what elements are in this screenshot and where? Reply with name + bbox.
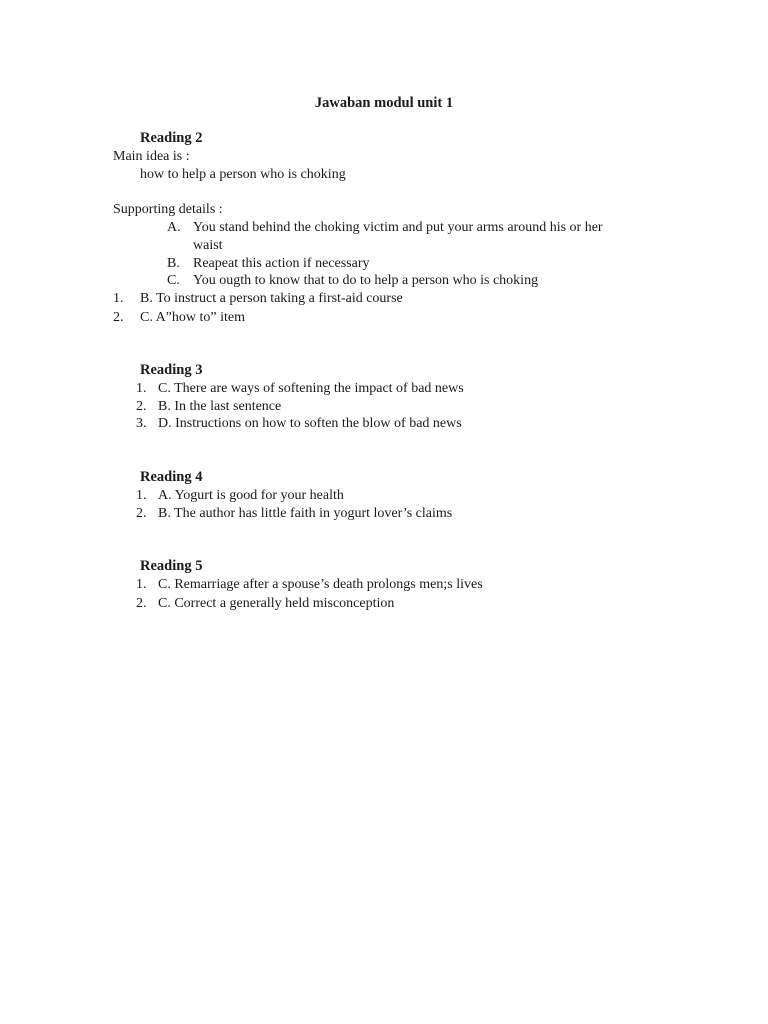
reading-5-heading: Reading 5	[140, 558, 203, 574]
reading-3-answer-1: C. There are ways of softening the impact of bad news	[158, 381, 464, 396]
detail-b-text: Reapeat this action if necessary	[193, 256, 370, 271]
reading-3-answer-3-marker: 3.	[136, 416, 147, 431]
reading-2-answer-2-marker: 2.	[113, 310, 124, 325]
reading-2-answer-2: C. A”how to” item	[140, 310, 245, 325]
detail-b-marker: B.	[167, 256, 180, 271]
reading-5-answer-1: C. Remarriage after a spouse’s death prolongs men;s lives	[158, 577, 483, 592]
detail-a-text: You stand behind the choking victim and put your arms around his or her	[193, 220, 603, 235]
reading-3-answer-2-marker: 2.	[136, 399, 147, 414]
detail-c-marker: C.	[167, 273, 180, 288]
reading-2-answer-1-marker: 1.	[113, 291, 124, 306]
reading-3-heading: Reading 3	[140, 362, 203, 378]
reading-4-answer-2: B. The author has little faith in yogurt lover’s claims	[158, 506, 453, 521]
detail-c-text: You ougth to know that to do to help a person who is choking	[193, 273, 539, 288]
reading-2-answer-1: B. To instruct a person taking a first-aid course	[140, 291, 403, 306]
reading-5-answer-2-marker: 2.	[136, 596, 147, 611]
reading-3-answer-3: D. Instructions on how to soften the blow of bad news	[158, 416, 462, 431]
main-idea-label: Main idea is :	[113, 149, 190, 164]
reading-4-heading: Reading 4	[140, 469, 203, 485]
document-title: Jawaban modul unit 1	[314, 95, 454, 111]
main-idea-text: how to help a person who is choking	[140, 167, 346, 182]
reading-5-answer-2: C. Correct a generally held misconception	[158, 596, 395, 611]
reading-4-answer-1-marker: 1.	[136, 488, 147, 503]
reading-3-answer-2: B. In the last sentence	[158, 399, 282, 414]
reading-4-answer-1: A. Yogurt is good for your health	[158, 488, 344, 503]
reading-3-answer-1-marker: 1.	[136, 381, 147, 396]
supporting-details-label: Supporting details :	[113, 202, 223, 217]
detail-a-marker: A.	[167, 220, 181, 235]
reading-4-answer-2-marker: 2.	[136, 506, 147, 521]
reading-2-heading: Reading 2	[140, 130, 203, 146]
reading-5-answer-1-marker: 1.	[136, 577, 147, 592]
detail-a-continuation: waist	[193, 238, 223, 253]
